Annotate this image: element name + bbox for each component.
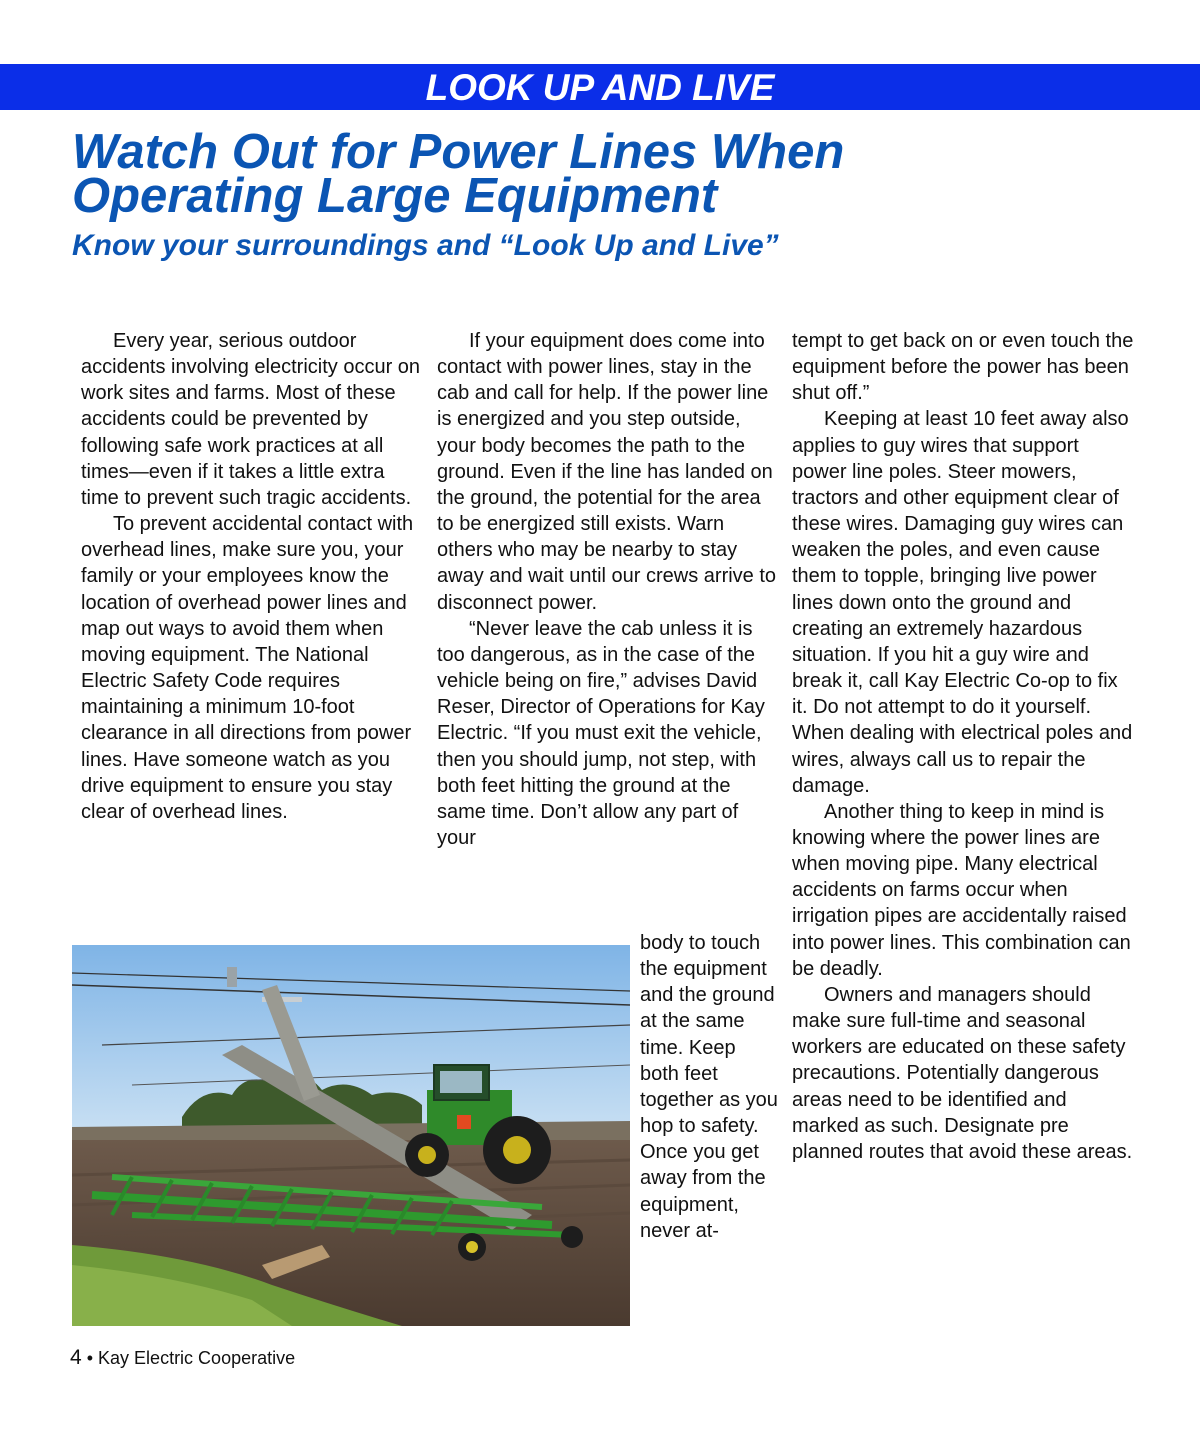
equipment-photo xyxy=(72,945,630,1326)
page-number: 4 xyxy=(70,1346,82,1369)
page-footer xyxy=(70,1346,295,1370)
paragraph: Another thing to keep in mind is knowing where the power lines are when moving pipe. Many electrical accidents on farms occur when irrigation pipes are accidentally raised into power lines. This combination can be deadly. xyxy=(792,800,1131,980)
text-column-2-wrap xyxy=(640,930,780,1244)
text-column-3 xyxy=(792,328,1137,1165)
headline-line-2: Operating Large Equipment xyxy=(72,169,718,223)
paragraph: Every year, serious outdoor accidents involving electricity occur on work sites and farms. Most of these accidents could be prevented by following safe work practices at all times—even if it takes a little extra time to prevent such tragic accidents. xyxy=(81,330,421,509)
headline-line-1: Watch Out for Power Lines When xyxy=(72,125,845,179)
photo-illustration xyxy=(72,945,630,1326)
article-deck: Know your surroundings and “Look Up and Live” xyxy=(72,229,779,262)
section-title: LOOK UP AND LIVE xyxy=(425,67,775,108)
paragraph: To prevent accidental contact with overhead lines, make sure you, your family or your employees know the location of overhead power lines and map out ways to avoid them when moving equipment. The National Electric Safety Code requires maintaining a minimum 10-foot clearance in all directions from power lines. Have someone watch as you drive equipment to ensure you stay clear of overhead lines. xyxy=(81,513,414,823)
text-column-2 xyxy=(437,328,777,851)
paragraph: body to touch the equipment and the ground at the same time. Keep both feet together as you hop to safety. Once you get away from the equipment, never at- xyxy=(640,932,778,1242)
publication-name: Kay Electric Cooperative xyxy=(98,1348,296,1368)
text-column-1 xyxy=(81,328,421,825)
article-headline xyxy=(72,125,845,223)
paragraph: Owners and managers should make sure full-time and seasonal workers are educated on these safety precautions. Potentially dangerous areas need to be identified and marked as such. Designate pre planned routes that avoid these areas. xyxy=(792,983,1133,1163)
paragraph: “Never leave the cab unless it is too dangerous, as in the case of the vehicle being on fire,” advises David Reser, Director of Operations for Kay Electric. “If you must exit the vehicle, then you should jump, not step, with both feet hitting the ground at the same time. Don’t allow any part of your xyxy=(437,617,765,849)
section-banner xyxy=(0,64,1200,110)
paragraph: If your equipment does come into contact with power lines, stay in the cab and call for help. If the power line is energized and you step outside, your body becomes the path to the ground. Even if the line has landed on the ground, the potential for the area to be energized still exists. Warn others who may be nearby to stay away and wait until our crews arrive to disconnect power. xyxy=(437,330,777,614)
footer-bullet: • xyxy=(86,1348,94,1368)
paragraph: Keeping at least 10 feet away also applies to guy wires that support power line poles. Steer mowers, tractors and other equipment clear of these wires. Damaging guy wires can weaken the poles, and even cause them to topple, bringing live power lines down onto the ground and creating an extremely hazardous situation. If you hit a guy wire and break it, call Kay Electric Co-op to fix it. Do not attempt to do it yourself. When dealing with electrical poles and wires, always call us to repair the damage. xyxy=(792,408,1133,797)
paragraph: tempt to get back on or even touch the equipment before the power has been shut off.” xyxy=(792,330,1134,405)
